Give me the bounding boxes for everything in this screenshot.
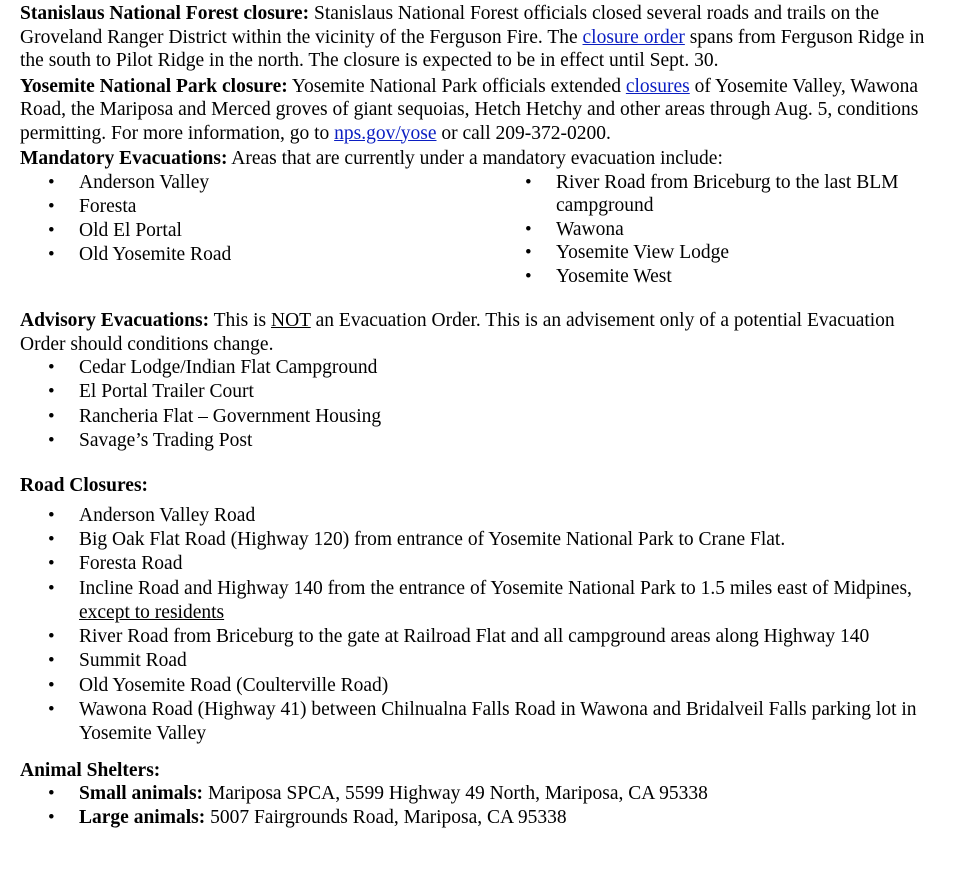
list-item-incline-road <box>20 577 940 626</box>
nps-gov-yose-link[interactable]: nps.gov/yose <box>334 122 437 144</box>
stanislaus-closure-label: Stanislaus National Forest closure: <box>20 3 310 24</box>
closure-order-link[interactable]: closure order <box>582 26 685 48</box>
mandatory-evacuations-columns <box>20 171 940 289</box>
animal-shelters-label: Animal Shelters: <box>20 759 161 781</box>
list-item: • Summit Road <box>20 649 940 673</box>
advisory-evacuations-list <box>20 356 940 453</box>
list-item: • Big Oak Flat Road (Highway 120) from entrance of Yosemite National Park to Crane Flat. <box>20 528 940 552</box>
spacer <box>20 453 940 474</box>
yosemite-text-2: of Yosemite Valley, Wawona Road, the Mariposa and Merced groves of giant sequoias, Hetch Hetchy and other areas through Aug. 5, conditions permitting. For more information, go to <box>20 75 919 144</box>
list-item: • El Portal Trailer Court <box>20 380 940 404</box>
advisory-not-emphasis: NOT <box>271 310 311 331</box>
advisory-evacuations-paragraph <box>20 309 940 356</box>
mandatory-right-list <box>497 171 917 289</box>
road-closures-list <box>20 504 940 747</box>
list-item: • Rancheria Flat – Government Housing <box>20 405 940 429</box>
large-animals-text: 5007 Fairgrounds Road, Mariposa, CA 95338 <box>205 807 567 829</box>
mandatory-evacuations-text: Areas that are currently under a mandatory evacuation include: <box>227 148 723 169</box>
list-item: • Anderson Valley <box>20 171 497 195</box>
road-closures-heading <box>20 474 940 498</box>
advisory-evacuations-label: Advisory Evacuations: <box>20 310 210 331</box>
list-item: • Old Yosemite Road <box>20 243 497 267</box>
list-item: • Foresta <box>20 195 497 219</box>
spacer <box>20 288 940 309</box>
list-item: • Yosemite View Lodge <box>497 241 917 265</box>
mandatory-evacuations-paragraph <box>20 147 940 171</box>
animal-shelters-heading <box>20 759 940 783</box>
list-item-small-animals <box>20 782 940 806</box>
mandatory-evacuations-label: Mandatory Evacuations: <box>20 148 228 169</box>
yosemite-closure-label: Yosemite National Park closure: <box>20 75 288 97</box>
yosemite-text-3: or call 209-372-0200. <box>436 122 611 144</box>
closures-link[interactable]: closures <box>625 75 690 97</box>
list-item: • River Road from Briceburg to the last BLM campground <box>497 171 917 218</box>
small-animals-label: Small animals: <box>79 783 204 805</box>
incline-road-text: Incline Road and Highway 140 from the entrance of Yosemite National Park to 1.5 miles east of Midpines, <box>79 577 912 599</box>
list-item: • Wawona Road (Highway 41) between Chilnualna Falls Road in Wawona and Bridalveil Falls parking lot in Yosemite Valley <box>20 698 940 747</box>
advisory-text-2: an Evacuation Order. This is an advisement only of a potential Evacuation Order should conditions change. <box>20 310 895 355</box>
road-closures-label: Road Closures: <box>20 475 149 497</box>
mandatory-left-list <box>20 171 497 289</box>
list-item: • Wawona <box>497 218 917 242</box>
list-item: • Anderson Valley Road <box>20 504 940 528</box>
spacer <box>20 747 940 759</box>
list-item: • Foresta Road <box>20 552 940 576</box>
list-item: • Savage’s Trading Post <box>20 429 940 453</box>
yosemite-closure-paragraph <box>20 75 940 146</box>
stanislaus-text-2: spans from Ferguson Ridge in the south to Pilot Ridge in the north. The closure is expected to be in effect until Sept. 30. <box>20 26 925 71</box>
list-item: • Old Yosemite Road (Coulterville Road) <box>20 674 940 698</box>
yosemite-text-1: Yosemite National Park officials extended <box>287 75 626 97</box>
large-animals-label: Large animals: <box>79 807 206 829</box>
small-animals-text: Mariposa SPCA, 5599 Highway 49 North, Mariposa, CA 95338 <box>203 783 708 805</box>
list-item: • River Road from Briceburg to the gate at Railroad Flat and all campground areas along Highway 140 <box>20 625 940 649</box>
list-item: • Cedar Lodge/Indian Flat Campground <box>20 356 940 380</box>
list-item-large-animals <box>20 806 940 830</box>
list-item: • Old El Portal <box>20 219 497 243</box>
list-item: • Yosemite West <box>497 265 917 289</box>
stanislaus-text-1: Stanislaus National Forest officials closed several roads and trails on the Groveland Ranger District within the vicinity of the Ferguson Fire. The <box>20 3 879 48</box>
except-to-residents-note: except to residents <box>79 601 225 623</box>
stanislaus-closure-paragraph <box>20 2 940 73</box>
advisory-text-1: This is <box>209 310 272 331</box>
animal-shelters-list <box>20 782 940 831</box>
